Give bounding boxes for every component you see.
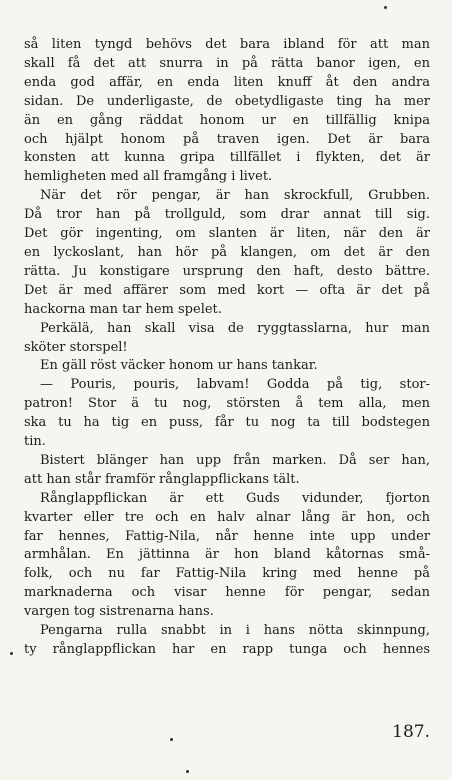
paragraph (24, 320, 430, 358)
text-line: hemligheten med all framgång i livet. (24, 169, 273, 185)
text-line: Pengarna rulla snabbt in i hans nötta skinnpung, (40, 623, 430, 639)
text-line: ska tu ha tig en puss, får tu nog ta till bodstegen (24, 415, 430, 431)
text-line: Då tror han på trollguld, som drar annat till sig. (24, 207, 430, 223)
text-line: en lyckoslant, han hör på klangen, om det är den (24, 244, 430, 260)
text-line: sidan. De underligaste, de obetydligaste ting ha mer (24, 93, 430, 109)
text-line: Det gör ingenting, om slanten är liten, när den är (24, 226, 430, 242)
paragraph (24, 187, 430, 319)
text-line: folk, och nu far Fattig-Nila kring med henne på (24, 566, 430, 582)
text-line: Det är med affärer som med kort — ofta är det på (24, 282, 430, 298)
paragraph (24, 36, 430, 187)
text-line: Perkälä, han skall visa de ryggtasslarna, hur man (40, 320, 430, 336)
print-speck (186, 770, 189, 773)
text-line: sköter storspel! (24, 339, 128, 355)
text-line: marknaderna och visar henne för pengar, sedan (24, 585, 430, 601)
print-speck (384, 6, 387, 9)
text-line: så liten tyngd behövs det bara ibland för att man (24, 37, 430, 52)
text-line: Bistert blänger han upp från marken. Då ser han, (40, 452, 430, 468)
page-number: 187. (392, 722, 430, 742)
print-speck (10, 652, 13, 655)
text-line: än en gång räddat honom ur en tillfällig knipa (24, 112, 430, 128)
text-line: enda god affär, en enda liten knuff åt den andra (24, 74, 430, 90)
text-line: — Pouris, pouris, labvam! Godda på tig, stor- (40, 377, 430, 393)
text-line: När det rör pengar, är han skrockfull, Grubben. (40, 188, 430, 204)
paragraph (24, 452, 430, 490)
text-line: hackorna man tar hem spelet. (24, 301, 222, 317)
text-line: och hjälpt honom på traven igen. Det är bara (24, 131, 430, 147)
paragraph (24, 490, 430, 622)
text-line: Rånglappflickan är ett Guds vidunder, fjorton (40, 490, 430, 506)
text-line: konsten att kunna gripa tillfället i flykten, det är (24, 150, 430, 166)
text-line: skall få det att snurra in på rätta banor igen, en (24, 55, 430, 71)
text-line: far hennes, Fattig-Nila, når henne inte upp under (24, 528, 430, 544)
text-line: ty rånglappflickan har en rapp tunga och hennes (24, 642, 430, 657)
text-line: kvarter eller tre och en halv alnar lång är hon, och (24, 509, 430, 525)
text-line: att han står framför rånglappflickans tält. (24, 471, 300, 487)
text-line: rätta. Ju konstigare ursprung den haft, desto bättre. (24, 263, 430, 279)
body-text (24, 36, 430, 660)
text-line: tin. (24, 434, 46, 450)
text-line: armhålan. En jättinna är hon bland kåtornas små- (24, 547, 430, 563)
paragraph (24, 376, 430, 452)
text-line: En gäll röst väcker honom ur hans tankar. (40, 358, 318, 374)
text-line: patron! Stor ä tu nog, störsten å tem alla, men (24, 396, 430, 412)
paragraph (24, 357, 430, 376)
paragraph (24, 622, 430, 660)
print-speck (170, 738, 173, 741)
text-line: vargen tog sistrenarna hans. (24, 604, 214, 620)
